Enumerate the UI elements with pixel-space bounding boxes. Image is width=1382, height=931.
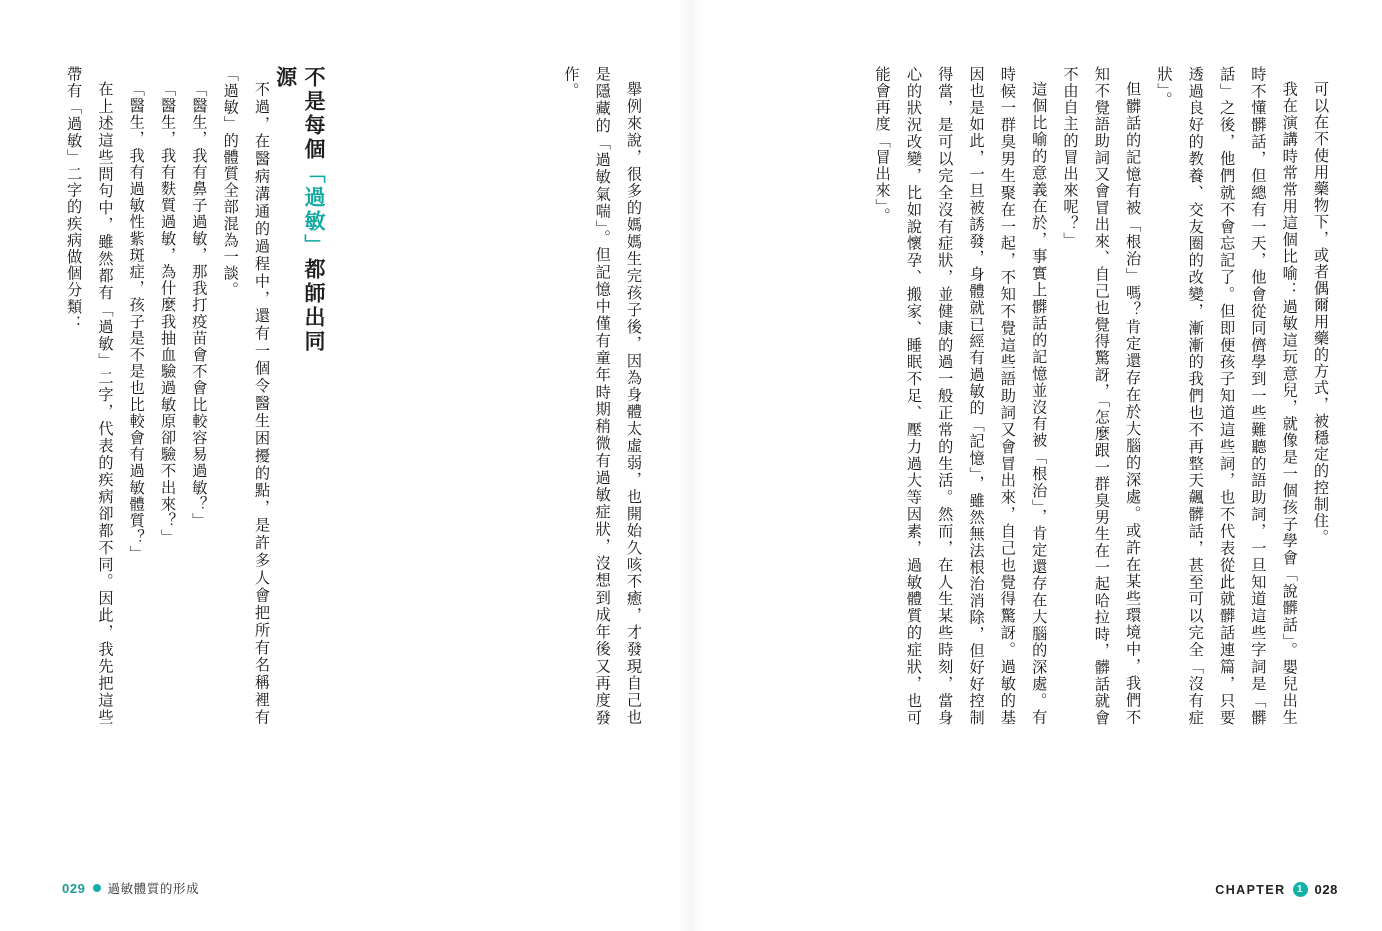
bullet-dot-icon (93, 884, 101, 892)
running-head-title: 過敏體質的形成 (107, 882, 200, 896)
page-number: 028 (1314, 882, 1338, 897)
paragraph: 我在演講時常常用這個比喻：過敏這玩意兒，就像是一個孩子學會「說髒話」。嬰兒出生時不懂髒話，但總有一天，他會從同儕學到一些難聽的語助詞，一旦知道這些字詞是「髒話」之後，他們就不會忘記了。但即便孩子知道這些詞，也不代表從此就髒話連篇，只要透過良好的教養、交友圈的改變，漸漸的我們也不再整天飆髒話，甚至可以完全「沒有症狀」。 (1155, 66, 1298, 726)
chapter-label: CHAPTER (1215, 882, 1286, 897)
page-right (691, 0, 1382, 931)
paragraph: 舉例來說，很多的媽媽生完孩子後，因為身體太虛弱，也開始久咳不癒，才發現自己也是隱藏的「過敏氣喘」。但記憶中僅有童年時期稍微有過敏症狀，沒想到成年後又再度發作。 (562, 66, 642, 726)
paragraph: 「醫生，我有鼻子過敏，那我打疫苗會不會比較容易過敏？」 (190, 81, 208, 530)
paragraph: 「醫生，我有麩質過敏，為什麼我抽血驗過敏原卻驗不出來？」 (159, 81, 177, 546)
paragraph: 「醫生，我有過敏性紫斑症，孩子是不是也比較會有過敏體質？」 (127, 81, 145, 563)
paragraph: 在上述這些問句中，雖然都有「過敏」二字，代表的疾病卻都不同。因此，我先把這些帶有「過敏」二字的疾病做個分類： (65, 66, 114, 726)
heading-prefix: 不是每個 (302, 66, 325, 162)
paragraph: 但髒話的記憶有被「根治」嗎？肯定還存在於大腦的深處。或許在某些環境中，我們不知不覺語助詞又會冒出來、自己也覺得驚訝，「怎麼跟一群臭男生在一起哈拉時，髒話就會不由自主的冒出來呢？」 (1061, 66, 1142, 726)
left-page-footer (62, 879, 199, 897)
paragraph: 這個比喻的意義在於，事實上髒話的記憶並沒有被「根治」，肯定還存在大腦的深處。有時候一群臭男生聚在一起，不知不覺這些語助詞又會冒出來，自己也覺得驚訝。過敏的基因也是如此，一旦被誘發，身體就已經有過敏的「記憶」，雖然無法根治消除，但好好控制得當，是可以完全沒有症狀，並健康的過一般正常的生活。然而，在人生某些時刻，當身心的狀況改變，比如說懷孕、搬家、睡眠不足、壓力過大等因素，過敏體質的症狀，也可能會再度「冒出來」。 (873, 66, 1048, 726)
heading-suffix: 都師出同源 (273, 66, 325, 354)
paragraph: 不過，在醫病溝通的過程中，還有一個令醫生困擾的點，是許多人會把所有名稱裡有「過敏」的體質全部混為一談。 (221, 66, 270, 726)
right-page-footer (1215, 882, 1338, 897)
right-page-body-text (866, 66, 1336, 726)
section-heading (270, 66, 327, 366)
section-heading-wrapper (270, 66, 327, 366)
page-number: 029 (62, 880, 86, 896)
left-page-intro-text (555, 66, 649, 726)
paragraph: 可以在不使用藥物下，或者偶爾用藥的方式，被穩定的控制住。 (1312, 81, 1329, 546)
heading-highlight: 「過敏」 (302, 162, 325, 258)
chapter-number-badge: 1 (1293, 882, 1308, 897)
left-page-body-text (27, 66, 277, 726)
